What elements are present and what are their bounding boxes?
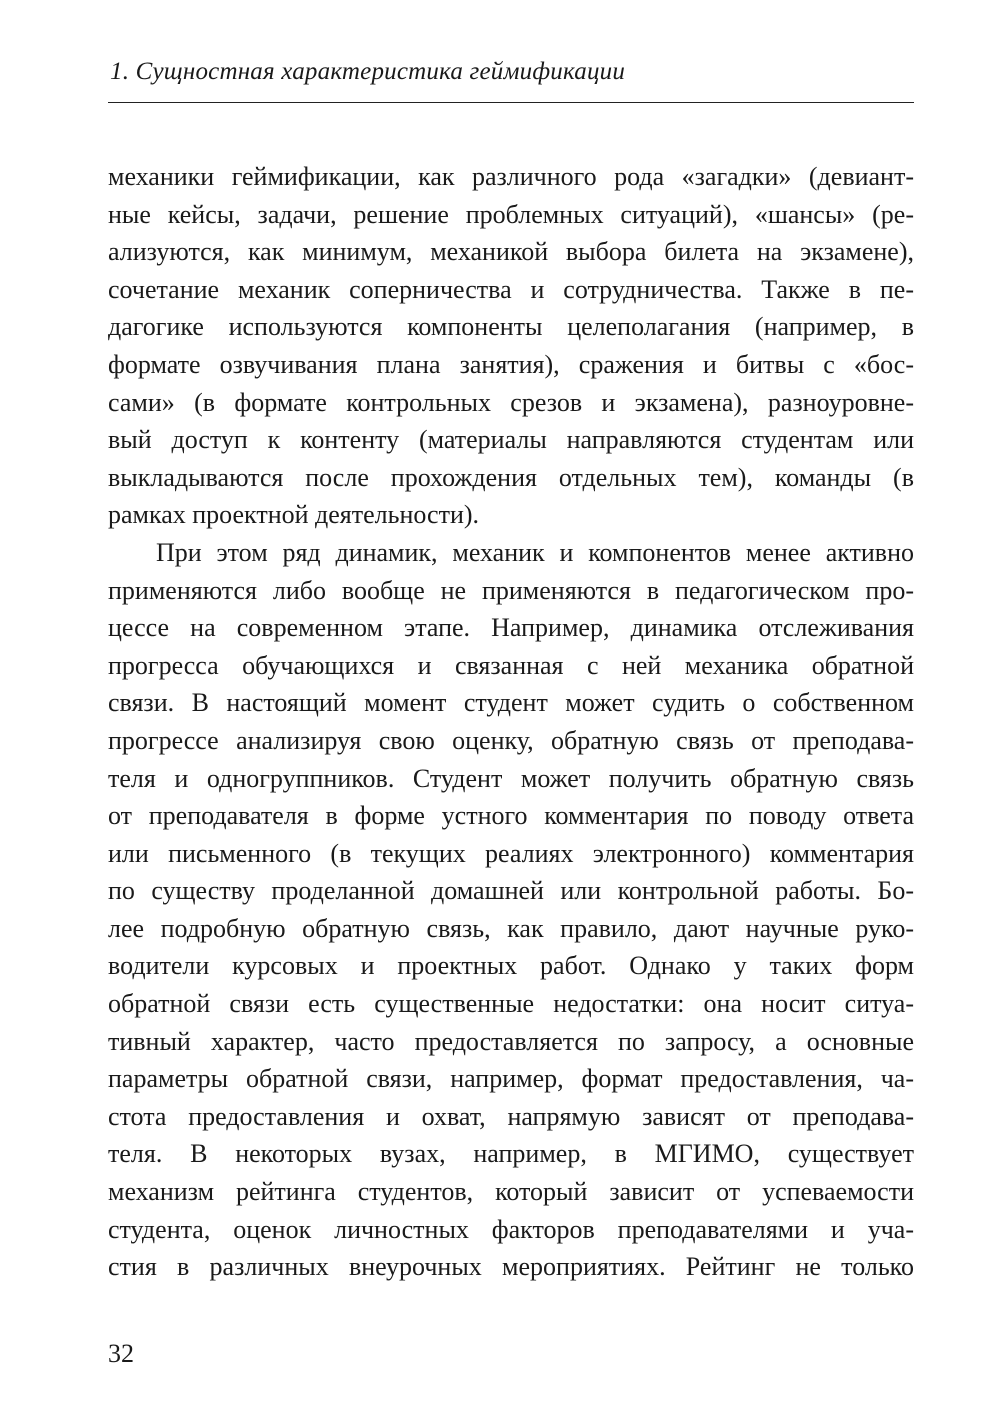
text-line: выкладываются после прохождения отдельных тем), команды (в: [108, 462, 914, 492]
text-line: обратной связи есть существенные недостатки: она носит ситуа-: [108, 989, 914, 1019]
text-line: теля и одногруппников. Студент может получить обратную связь: [108, 763, 914, 793]
text-line: студента, оценок личностных факторов преподавателями и уча-: [108, 1214, 914, 1244]
text-line: ализуются, как минимум, механикой выбора билета на экзамене),: [108, 237, 914, 267]
text-line: теля. В некоторых вузах, например, в МГИМО, существует: [108, 1139, 914, 1169]
text-line: вый доступ к контенту (материалы направляются студентам или: [108, 425, 914, 455]
text-line: дагогике используются компоненты целеполагания (например, в: [108, 312, 914, 342]
paragraph-1: [108, 158, 914, 534]
text-line: связи. В настоящий момент студент может судить о собственном: [108, 688, 914, 718]
text-line: прогресса обучающихся и связанная с ней механика обратной: [108, 650, 914, 680]
text-line: механики геймификации, как различного рода «загадки» (девиант-: [108, 162, 914, 191]
text-line: ные кейсы, задачи, решение проблемных ситуаций), «шансы» (ре-: [108, 199, 914, 229]
text-line: При этом ряд динамик, механик и компонентов менее активно: [156, 537, 914, 567]
page-number: 32: [108, 1339, 134, 1368]
text-line: рамках проектной деятельности).: [108, 500, 480, 530]
text-line: водители курсовых и проектных работ. Однако у таких форм: [108, 951, 914, 981]
paragraph-2: [108, 534, 914, 1286]
text-line: лее подробную обратную связь, как правило, дают научные руко-: [108, 913, 914, 943]
text-line: механизм рейтинга студентов, который зависит от успеваемости: [108, 1177, 914, 1207]
text-line: формате озвучивания плана занятия), сражения и битвы с «бос-: [108, 349, 914, 379]
text-line: применяются либо вообще не применяются в педагогическом про-: [108, 575, 914, 605]
text-line: сочетание механик соперничества и сотрудничества. Также в пе-: [108, 274, 914, 304]
text-line: стота предоставления и охват, напрямую зависят от преподава-: [108, 1101, 914, 1131]
text-line: цессе на современном этапе. Например, динамика отслеживания: [108, 613, 914, 643]
text-line: или письменного (в текущих реалиях электронного) комментария: [108, 838, 914, 868]
text-line: от преподавателя в форме устного комментария по поводу ответа: [108, 801, 914, 831]
running-head: [108, 52, 914, 103]
running-head-title: 1. Сущностная характеристика геймификации: [110, 58, 626, 85]
text-line: стия в различных внеурочных мероприятиях. Рейтинг не только: [108, 1252, 914, 1282]
text-line: сами» (в формате контрольных срезов и экзамена), разноуровне-: [108, 387, 914, 417]
text-line: тивный характер, часто предоставляется по запросу, а основные: [108, 1026, 914, 1056]
text-line: прогрессе анализируя свою оценку, обратную связь от преподава-: [108, 725, 914, 755]
text-line: по существу проделанной домашней или контрольной работы. Бо-: [108, 876, 914, 906]
page-body: [108, 158, 914, 1286]
text-line: параметры обратной связи, например, формат предоставления, ча-: [108, 1064, 914, 1094]
